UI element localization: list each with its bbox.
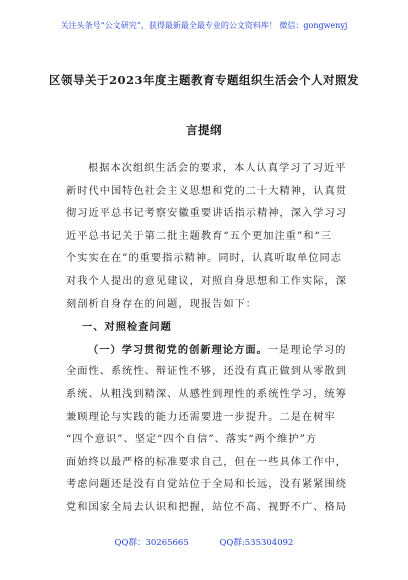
subsection-line: 全面性、系统性、辩证性不够，还没有真正做到从零散到 [66,366,347,378]
paragraph-line: 近平总书记关于第二批主题教育“五个更加注重”和“三 [66,230,332,242]
promo-banner: 关注头条号“公文研究”，获得最新最全最专业的公文资料库！ 微信：gongwenyj [60,21,348,30]
subsection-line: 兼顾理论与实践的能力还需要进一步提升。二是在树牢 [66,411,336,423]
subsection-line: 面始终以最严格的标准要求自己，但在一些具体工作中， [66,456,347,468]
paragraph-line: 根据本次组织生活会的要求，本人认真学习了习近平 [88,163,347,174]
paragraph-line: 新时代中国特色社会主义思想和党的二十大精神，认真贯 [66,185,347,197]
document-title-line-2: 言提纲 [186,123,222,137]
subsection-line: “四个意识”、坚定“四个自信”、落实“两个维护”方 [66,434,318,446]
document-body [66,158,356,520]
section-heading: 一、对照检查问题 [82,321,172,334]
footer-qq-group-2: QQ群:535304092 [219,538,294,548]
subsection-heading: （一）学习贯彻党的创新理论方面。 [88,343,268,356]
subsection-line: 考虑问题还是没有自觉站位于全局和长远，没有紧紧围绕 [66,479,347,491]
paragraph-line: 彻习近平总书记考察安徽重要讲话指示精神，深入学习习 [66,208,347,220]
subsection-line: 党和国家全局去认识和把握，站位不高、视野不广、格局 [66,501,347,513]
paragraph-line: 个实实在在”的重要指示精神。同时，认真听取单位同志 [66,253,342,265]
subsection-first-line [66,339,356,362]
paragraph-line: 对我个人提出的意见建议，对照自身思想和工作实际，深 [66,275,347,287]
paragraph-line: 刻剖析自身存在的问题，现报告如下： [66,298,258,310]
footer-contacts [0,536,408,548]
document-title-line-1: 区领导关于2023年度主题教育专题组织生活会个人对照发 [48,73,359,87]
subsection-line: 系统、从粗浅到精深、从感性到理性的系统性学习，统筹 [66,388,347,400]
footer-qq-group-1: QQ群：30265665 [114,538,189,548]
subsection-text: 一是理论学习的 [267,344,347,356]
